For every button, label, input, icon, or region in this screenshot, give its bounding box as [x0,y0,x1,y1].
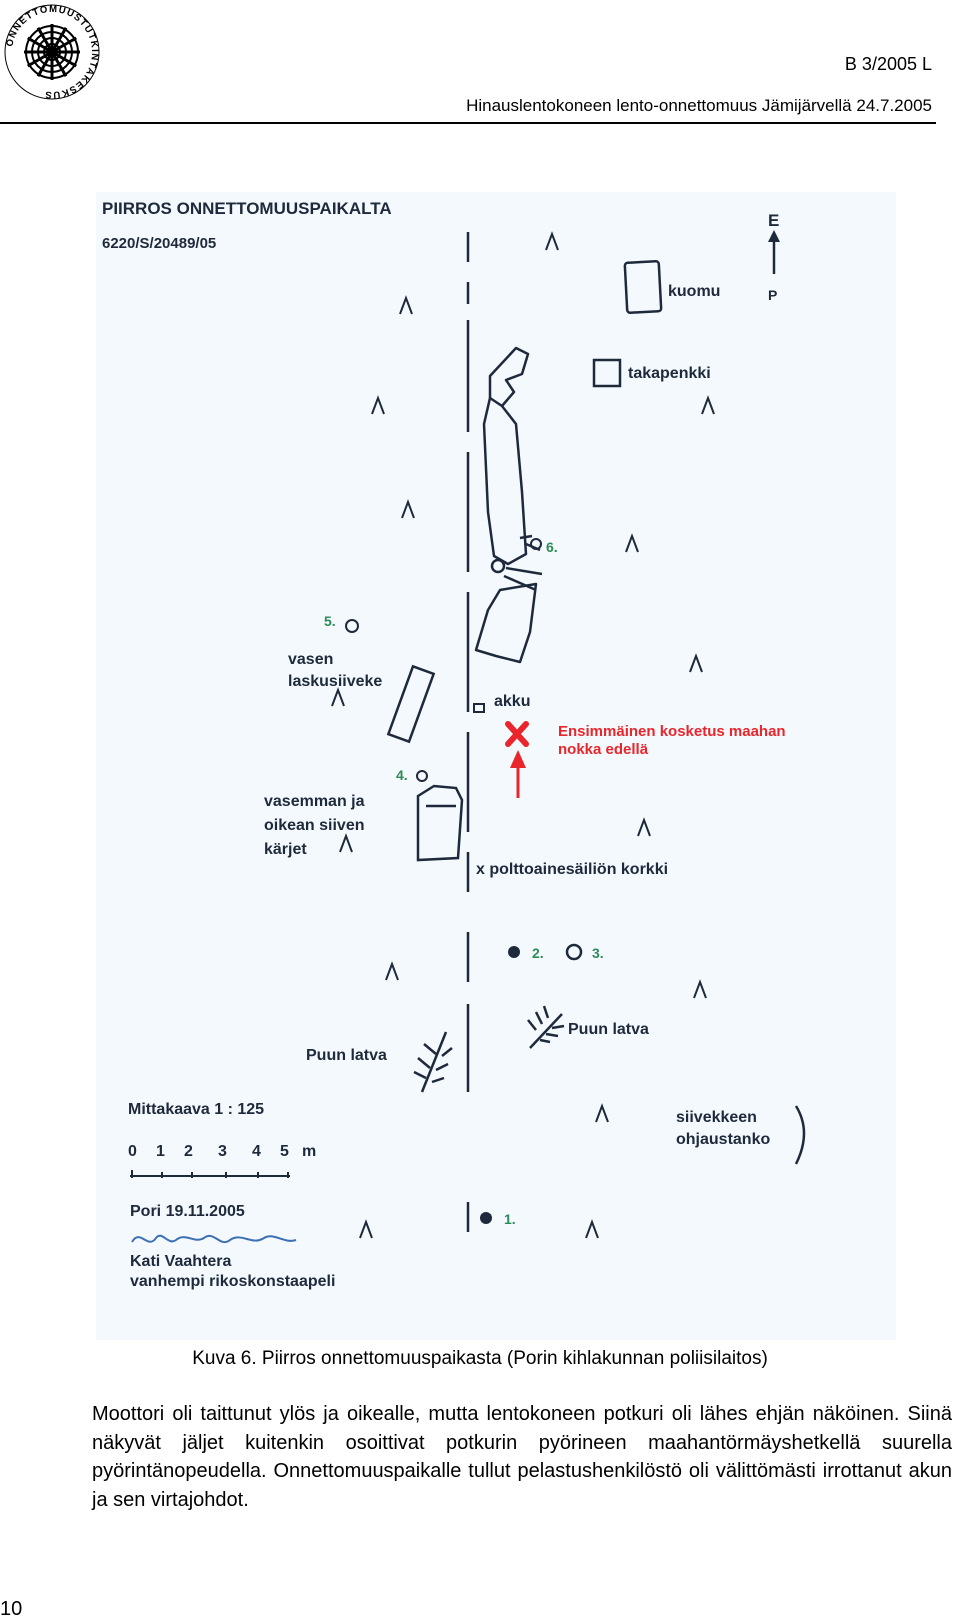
page-number: 10 [0,1598,23,1620]
svg-text:ONNETTOMUUSTUTKINTAKESKUS: ONNETTOMUUSTUTKINTAKESKUS [4,4,100,100]
marker-2: 2. [532,945,544,961]
svg-text:kuomu: kuomu [668,283,721,300]
author-title: vanhempi rikoskonstaapeli [130,1273,336,1290]
case-number: 6220/S/20489/05 [102,235,217,252]
treetop-right-label: Puun latva [568,1021,649,1038]
wingtips-label-1: vasemman ja [264,793,365,810]
left-flap-label-2: laskusiiveke [288,673,383,690]
scale-tick-0: 0 [128,1143,137,1160]
marker-1: 1. [504,1211,516,1227]
scale-tick-3: 3 [218,1143,227,1160]
battery-label: akku [494,693,531,710]
document-title: Hinauslentokoneen lento-onnettomuus Jämijärvellä 24.7.2005 [466,96,932,115]
wingtips-label-3: kärjet [264,841,307,858]
svg-text:takapenkki: takapenkki [628,365,711,382]
svg-text:E: E [768,211,780,230]
marker-2-dot [508,946,520,958]
scale-title: Mittakaava 1 : 125 [128,1101,265,1118]
sketch-date: Pori 19.11.2005 [130,1203,245,1220]
accident-site-sketch [96,192,896,1340]
investigation-board-logo [4,4,100,100]
first-contact-label-2: nokka edellä [558,741,649,758]
svg-text:P: P [768,287,778,303]
document-id: B 3/2005 L [844,54,932,74]
body-paragraph: Moottori oli taittunut ylös ja oikealle, mutta lentokoneen potkuri oli lähes ehjän näköinen. Siinä näkyvät jäljet kuitenkin osoittivat potkurin pyörineen maahantörmäyshetkellä suurella pyörintänopeudella. Onnettomuuspaikalle tullut pelastushenkilöstö oli välittömästi irrottanut akun ja sen virtajohdot. [92,1403,952,1511]
scale-tick-1: 1 [156,1143,165,1160]
header-rule [0,122,936,124]
sketch-title: PIIRROS ONNETTOMUUSPAIKALTA [102,199,392,218]
aileron-rod-label-1: siivekkeen [676,1109,757,1126]
scale-unit: m [302,1143,317,1160]
marker-1-dot [480,1212,492,1224]
marker-3: 3. [592,945,604,961]
marker-4: 4. [396,767,408,783]
scale-tick-2: 2 [184,1143,193,1160]
figure-caption: Kuva 6. Piirros onnettomuuspaikasta (Porin kihlakunnan poliisilaitos) [192,1348,768,1369]
marker-6: 6. [546,539,558,555]
scale-tick-4: 4 [252,1143,261,1160]
left-flap-label-1: vasen [288,651,334,668]
wingtips-label-2: oikean siiven [264,817,365,834]
marker-5: 5. [324,613,336,629]
first-contact-label-1: Ensimmäinen kosketus maahan [558,723,786,740]
fuel-cap-label: x polttoainesäiliön korkki [476,861,669,878]
scale-tick-5: 5 [280,1143,289,1160]
author-name: Kati Vaahtera [130,1253,232,1270]
aileron-rod-label-2: ohjaustanko [676,1131,771,1148]
treetop-left-label: Puun latva [306,1047,387,1064]
